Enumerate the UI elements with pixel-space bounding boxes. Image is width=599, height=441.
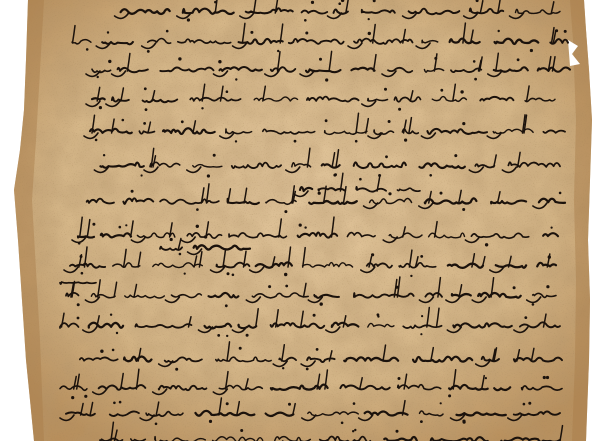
diacritic-dot: [388, 120, 391, 123]
diacritic-dot: [440, 89, 443, 92]
diacritic-dot: [528, 402, 531, 405]
diacritic-dot: [341, 422, 344, 425]
diacritic-dot: [385, 155, 388, 158]
diacritic-dot: [548, 255, 551, 258]
diacritic-dot: [564, 30, 567, 33]
diacritic-dot: [184, 273, 186, 275]
diacritic-dot: [155, 423, 158, 426]
diacritic-dot: [530, 49, 533, 52]
diacritic-dot: [338, 2, 341, 5]
diacritic-dot: [268, 285, 271, 288]
diacritic-dot: [354, 429, 356, 431]
diacritic-dot: [311, 1, 314, 4]
diacritic-dot: [235, 78, 237, 80]
diacritic-dot: [125, 224, 127, 226]
diacritic-dot: [239, 347, 242, 350]
diacritic-dot: [299, 224, 302, 227]
diacritic-dot: [84, 395, 87, 398]
diacritic-dot: [217, 334, 220, 337]
diacritic-dot: [378, 174, 381, 177]
diacritic-dot: [145, 108, 148, 111]
diacritic-dot: [352, 430, 354, 432]
diacritic-dot: [355, 140, 358, 143]
paper-speckle: [14, 0, 592, 441]
diacritic-dot: [178, 57, 181, 60]
diacritic-dot: [420, 255, 423, 258]
diacritic-dot: [305, 32, 308, 35]
diacritic-dot: [473, 60, 476, 63]
diacritic-dot: [462, 122, 465, 125]
diacritic-dot: [371, 253, 374, 256]
diacritic-dot: [395, 286, 398, 289]
diacritic-dot: [404, 139, 407, 142]
diacritic-dot: [318, 192, 321, 195]
diacritic-dot: [485, 377, 487, 379]
diacritic-dot: [80, 255, 83, 258]
diacritic-dot: [440, 402, 442, 404]
diacritic-dot: [368, 18, 370, 20]
diacritic-dot: [359, 178, 362, 181]
diacritic-dot: [187, 18, 190, 21]
diacritic-dot: [319, 58, 322, 61]
diacritic-dot: [396, 430, 399, 433]
diacritic-dot: [282, 367, 284, 369]
diacritic-dot: [284, 273, 287, 276]
diacritic-dot: [218, 60, 221, 63]
diacritic-dot: [334, 173, 337, 176]
diacritic-dot: [97, 76, 99, 78]
diacritic-dot: [462, 420, 465, 423]
diacritic-dot: [304, 19, 307, 22]
diacritic-dot: [170, 238, 173, 241]
diacritic-dot: [213, 154, 216, 157]
diacritic-dot: [462, 208, 465, 211]
diacritic-dot: [448, 394, 451, 397]
diacritic-dot: [227, 272, 230, 275]
diacritic-dot: [524, 316, 527, 319]
diacritic-dot: [113, 402, 116, 405]
diacritic-dot: [517, 58, 520, 61]
diacritic-dot: [131, 190, 134, 193]
tear-mark: [12, 120, 20, 146]
diacritic-dot: [214, 1, 217, 4]
diacritic-dot: [141, 174, 143, 176]
diacritic-dot: [498, 30, 500, 32]
diacritic-dot: [410, 275, 412, 277]
diacritic-dot: [434, 57, 437, 60]
diacritic-dot: [107, 31, 109, 33]
diacritic-dot: [78, 242, 81, 245]
diacritic-dot: [204, 235, 207, 238]
diacritic-dot: [313, 314, 316, 317]
diacritic-dot: [532, 303, 535, 306]
diacritic-dot: [325, 119, 328, 122]
diacritic-dot: [250, 31, 253, 34]
diacritic-dot: [546, 376, 549, 379]
diacritic-dot: [306, 368, 309, 371]
diacritic-dot: [551, 227, 553, 229]
diacritic-dot: [420, 420, 423, 423]
diacritic-dot: [304, 226, 306, 228]
diacritic-dot: [207, 174, 210, 177]
diacritic-dot: [559, 192, 562, 195]
diacritic-dot: [181, 120, 184, 123]
diacritic-dot: [246, 334, 249, 337]
diacritic-dot: [240, 429, 243, 432]
diacritic-dot: [86, 48, 89, 51]
diacritic-dot: [474, 78, 477, 81]
diacritic-dot: [288, 403, 291, 406]
diacritic-dot: [316, 348, 319, 351]
diacritic-dot: [209, 420, 212, 423]
diacritic-dot: [226, 90, 229, 93]
diacritic-dot: [420, 333, 422, 335]
diacritic-dot: [166, 30, 169, 33]
diacritic-dot: [513, 286, 516, 289]
diacritic-dot: [384, 88, 387, 91]
diacritic-dot: [294, 140, 297, 143]
diacritic-dot: [144, 87, 147, 90]
diacritic-dot: [92, 223, 95, 226]
diacritic-dot: [196, 208, 199, 211]
diacritic-dot: [485, 243, 488, 246]
diacritic-dot: [175, 368, 178, 371]
diacritic-dot: [112, 349, 115, 352]
diacritic-dot: [103, 154, 105, 156]
diacritic-dot: [147, 50, 150, 53]
diacritic-dot: [77, 303, 80, 306]
diacritic-dot: [226, 402, 229, 405]
diacritic-dot: [388, 192, 391, 195]
diacritic-dot: [398, 377, 401, 380]
diacritic-dot: [77, 317, 80, 320]
diacritic-dot: [353, 402, 356, 405]
diacritic-dot: [235, 140, 237, 142]
diacritic-dot: [196, 225, 199, 228]
diacritic-dot: [232, 274, 235, 277]
diacritic-dot: [143, 122, 146, 125]
diacritic-dot: [429, 174, 432, 177]
diacritic-dot: [460, 90, 463, 93]
diacritic-dot: [110, 314, 112, 316]
diacritic-dot: [523, 403, 526, 406]
diacritic-dot: [440, 192, 443, 195]
diacritic-dot: [285, 285, 288, 288]
diacritic-dot: [119, 226, 122, 229]
diacritic-dot: [284, 210, 287, 213]
diacritic-dot: [277, 50, 279, 52]
diacritic-dot: [116, 332, 118, 334]
diacritic-dot: [320, 302, 323, 305]
diacritic-dot: [122, 119, 125, 122]
diacritic-dot: [179, 253, 182, 256]
diacritic-dot: [325, 78, 328, 81]
diacritic-dot: [225, 304, 228, 307]
diacritic-dot: [100, 350, 103, 353]
diacritic-dot: [201, 107, 203, 109]
diacritic-dot: [546, 285, 549, 288]
diacritic-dot: [95, 139, 98, 142]
diacritic-dot: [108, 60, 111, 63]
diacritic-dot: [543, 376, 546, 379]
diacritic-dot: [421, 315, 423, 317]
diacritic-dot: [226, 335, 228, 337]
diacritic-dot: [377, 313, 380, 316]
diacritic-dot: [555, 29, 558, 32]
diacritic-dot: [71, 396, 74, 399]
diacritic-dot: [81, 272, 84, 275]
diacritic-dot: [398, 108, 401, 111]
diacritic-dot: [454, 154, 457, 157]
diacritic-dot: [368, 32, 371, 35]
diacritic-dot: [119, 401, 122, 404]
diacritic-dot: [99, 106, 102, 109]
